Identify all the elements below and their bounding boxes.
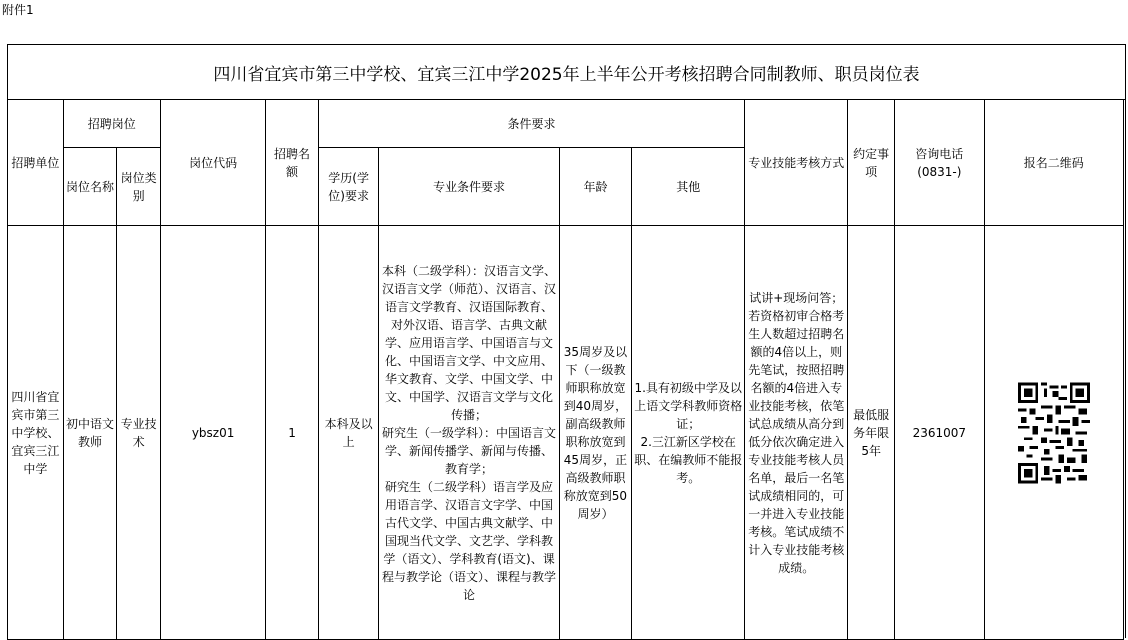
position-table-frame	[7, 44, 1126, 638]
header-quota: 招聘名额	[266, 100, 319, 226]
header-qrcode: 报名二维码	[984, 100, 1123, 226]
header-conditions-group: 条件要求	[318, 100, 744, 148]
header-phone: 咨询电话(0831-)	[895, 100, 985, 226]
header-position-name: 岗位名称	[63, 148, 117, 226]
cell-position-code: ybsz01	[160, 226, 265, 640]
header-position-group: 招聘岗位	[63, 100, 160, 148]
header-unit: 招聘单位	[8, 100, 64, 226]
cell-position-type: 专业技术	[117, 226, 161, 640]
cell-unit: 四川省宜宾市第三中学校、宜宾三江中学	[8, 226, 64, 640]
cell-agreement: 最低服务年限5年	[848, 226, 895, 640]
header-major: 专业条件要求	[379, 148, 559, 226]
cell-skill-test: 试讲+现场问答；若资格初审合格考生人数超过招聘名额的4倍以上，则先笔试，按照招聘名额的4倍进入专业技能考核，依笔试总成绩从高分到低分依次确定进入专业技能考核人员名单，最后一名笔试成绩相同的，可一并进入专业技能考核。笔试成绩不计入专业技能考核成绩。	[745, 226, 848, 640]
cell-other: 1.具有初级中学及以上语文学科教师资格证； 2.三江新区学校在职、在编教师不能报考。	[632, 226, 745, 640]
header-position-code: 岗位代码	[160, 100, 265, 226]
cell-quota: 1	[266, 226, 319, 640]
header-skill-test: 专业技能考核方式	[745, 100, 848, 226]
table-title: 四川省宜宾市第三中学校、宜宾三江中学2025年上半年公开考核招聘合同制教师、职员岗位表	[8, 45, 1125, 100]
table-row	[8, 226, 1124, 640]
cell-age: 35周岁及以下（一级教师职称放宽到40周岁，副高级教师职称放宽到45周岁，正高级教师职称放宽到50周岁）	[559, 226, 631, 640]
cell-qrcode	[984, 226, 1123, 640]
cell-position-name: 初中语文教师	[63, 226, 117, 640]
cell-education: 本科及以上	[318, 226, 379, 640]
header-other: 其他	[632, 148, 745, 226]
header-agreement: 约定事项	[848, 100, 895, 226]
cell-major: 本科（二级学科）：汉语言文学、汉语言文学（师范）、汉语言、汉语言文学教育、汉语国际教育、对外汉语、语言学、古典文献学、应用语言学、中国语言与文化、中国语言文学、中文应用、华文教育、文学、中国文学、中文、中国学、汉语言文学与文化传播； 研究生（一级学科）：中国语言文学、新闻传播学、新闻与传播、教育学； 研究生（二级学科）语言学及应用语言学、汉语言文字学、中国古代文学、中国古典文献学、中国现当代文学、文艺学、学科教学（语文）、学科教育(语文)、课程与教学论（语文）、课程与教学论	[379, 226, 559, 640]
cell-phone: 2361007	[895, 226, 985, 640]
header-age: 年龄	[559, 148, 631, 226]
header-position-type: 岗位类别	[117, 148, 161, 226]
attachment-label: 附件1	[2, 3, 34, 17]
qr-code-icon[interactable]	[1018, 382, 1090, 484]
position-table	[7, 99, 1124, 640]
header-education: 学历(学位)要求	[318, 148, 379, 226]
